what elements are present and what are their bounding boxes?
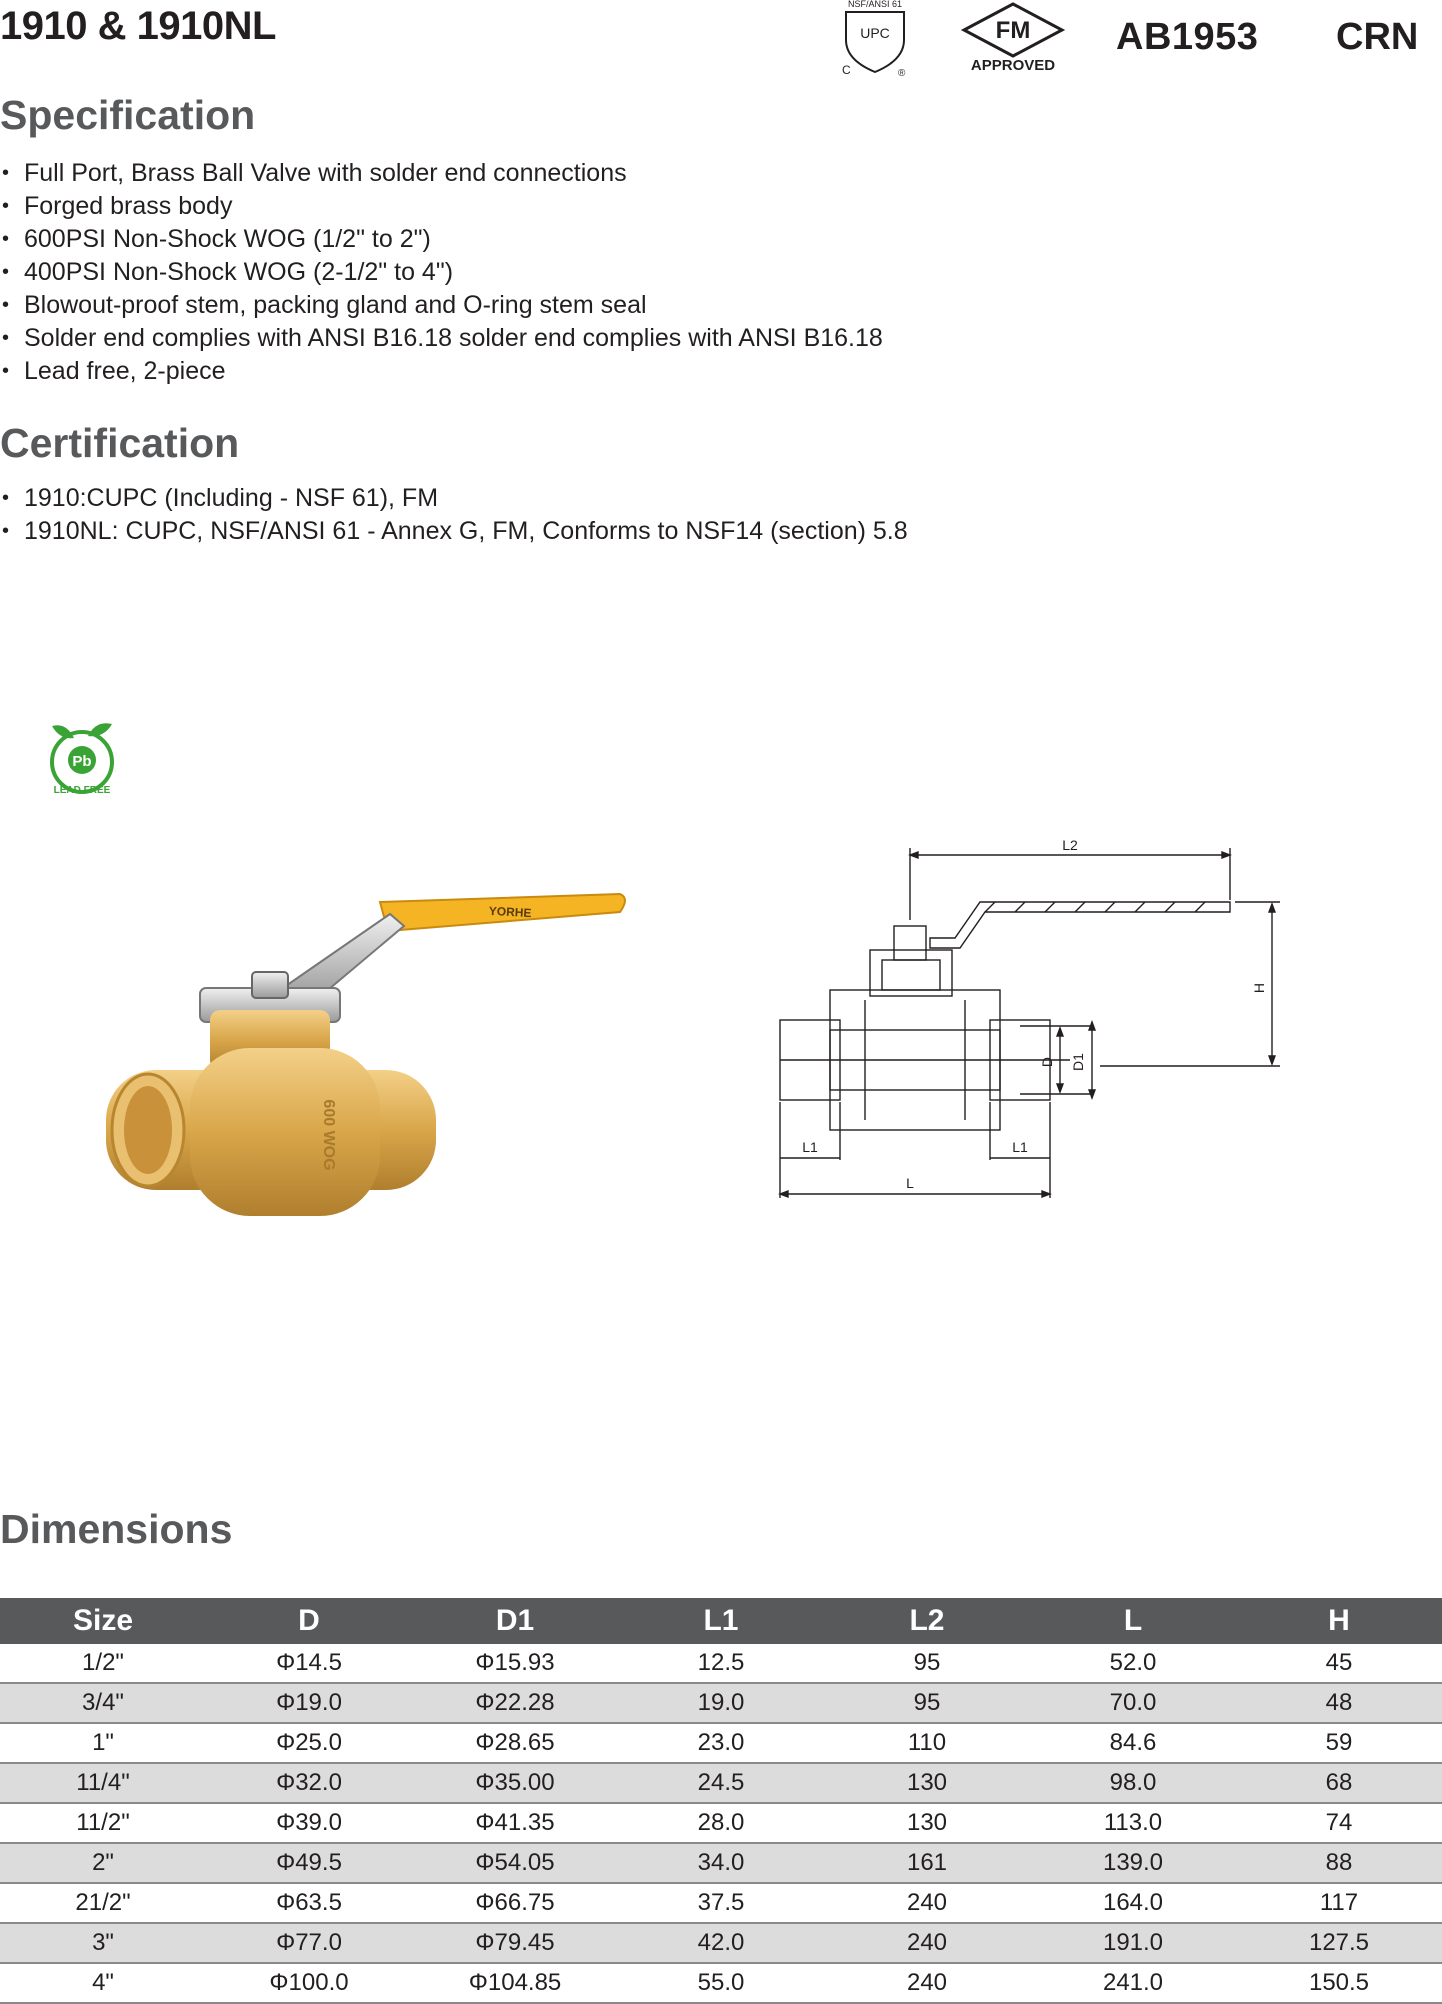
table-cell: 240 xyxy=(824,1923,1030,1963)
table-cell: 55.0 xyxy=(618,1963,824,2003)
table-cell: Φ41.35 xyxy=(412,1803,618,1843)
table-cell: 113.0 xyxy=(1030,1803,1236,1843)
spec-item xyxy=(0,256,883,289)
spec-item-text: Solder end complies with ANSI B16.18 solder end complies with ANSI B16.18 xyxy=(24,324,883,352)
spec-item xyxy=(0,157,883,190)
dim-label-l1-right: L1 xyxy=(1012,1139,1028,1155)
table-cell: Φ77.0 xyxy=(206,1923,412,1963)
table-row xyxy=(0,1763,1442,1803)
table-cell: Φ32.0 xyxy=(206,1763,412,1803)
upc-registered-text: ® xyxy=(898,68,906,79)
table-cell: 19.0 xyxy=(618,1683,824,1723)
table-cell: 95 xyxy=(824,1644,1030,1683)
ab1953-mark: AB1953 xyxy=(1116,16,1259,58)
table-cell: 88 xyxy=(1236,1843,1442,1883)
table-cell: 117 xyxy=(1236,1883,1442,1923)
table-cell: 74 xyxy=(1236,1803,1442,1843)
bullet-icon: • xyxy=(2,360,10,382)
table-cell: 110 xyxy=(824,1723,1030,1763)
bullet-icon: • xyxy=(2,294,10,316)
bullet-icon: • xyxy=(2,520,10,542)
spec-item-text: 400PSI Non-Shock WOG (2-1/2" to 4") xyxy=(24,258,454,286)
spec-item xyxy=(0,289,883,322)
table-cell: 127.5 xyxy=(1236,1923,1442,1963)
cert-item xyxy=(0,515,908,548)
table-cell: Φ14.5 xyxy=(206,1644,412,1683)
specification-heading: Specification xyxy=(0,92,256,138)
table-cell: 161 xyxy=(824,1843,1030,1883)
dim-label-d: D xyxy=(1039,1056,1055,1068)
table-cell: Φ22.28 xyxy=(412,1683,618,1723)
table-cell: 24.5 xyxy=(618,1763,824,1803)
table-cell: Φ19.0 xyxy=(206,1683,412,1723)
column-header: D xyxy=(206,1598,412,1644)
nsf-ansi-61-text: NSF/ANSI 61 xyxy=(847,0,903,9)
spec-item-text: Blowout-proof stem, packing gland and O-ring stem seal xyxy=(24,291,647,319)
table-cell: 139.0 xyxy=(1030,1843,1236,1883)
table-row xyxy=(0,1803,1442,1843)
upc-mark-text: UPC xyxy=(860,25,890,41)
table-cell: Φ104.85 xyxy=(412,1963,618,2003)
dim-label-l: L xyxy=(906,1175,914,1191)
table-row xyxy=(0,1683,1442,1723)
table-cell: 4" xyxy=(0,1963,206,2003)
spec-item xyxy=(0,322,883,355)
spec-item-text: Lead free, 2-piece xyxy=(24,357,226,385)
table-cell: 240 xyxy=(824,1883,1030,1923)
bullet-icon: • xyxy=(2,195,10,217)
table-cell: 98.0 xyxy=(1030,1763,1236,1803)
table-cell: 2" xyxy=(0,1843,206,1883)
table-cell: 84.6 xyxy=(1030,1723,1236,1763)
column-header: D1 xyxy=(412,1598,618,1644)
table-cell: 34.0 xyxy=(618,1843,824,1883)
spec-item-text: Full Port, Brass Ball Valve with solder end connections xyxy=(24,159,627,187)
model-title: 1910 & 1910NL xyxy=(0,4,276,48)
table-row xyxy=(0,1883,1442,1923)
table-cell: 1/2" xyxy=(0,1644,206,1683)
spec-item xyxy=(0,223,883,256)
column-header: L2 xyxy=(824,1598,1030,1644)
column-header: Size xyxy=(0,1598,206,1644)
table-cell: 42.0 xyxy=(618,1923,824,1963)
spec-item xyxy=(0,190,883,223)
cert-item-text: 1910NL: CUPC, NSF/ANSI 61 - Annex G, FM, Conforms to NSF14 (section) 5.8 xyxy=(24,517,908,545)
table-row xyxy=(0,1843,1442,1883)
table-cell: Φ35.00 xyxy=(412,1763,618,1803)
fm-approved-logo xyxy=(958,0,1068,80)
lead-free-label-text: LEAD FREE xyxy=(53,785,111,796)
certification-heading: Certification xyxy=(0,420,240,466)
table-cell: 59 xyxy=(1236,1723,1442,1763)
bullet-icon: • xyxy=(2,327,10,349)
table-cell: 164.0 xyxy=(1030,1883,1236,1923)
table-cell: 68 xyxy=(1236,1763,1442,1803)
table-cell: 52.0 xyxy=(1030,1644,1236,1683)
spec-item-text: 600PSI Non-Shock WOG (1/2" to 2") xyxy=(24,225,431,253)
table-row xyxy=(0,1923,1442,1963)
crn-mark: CRN xyxy=(1336,16,1419,58)
dimensions-table xyxy=(0,1598,1442,2004)
table-cell: Φ63.5 xyxy=(206,1883,412,1923)
table-cell: 23.0 xyxy=(618,1723,824,1763)
table-cell: 3/4" xyxy=(0,1683,206,1723)
table-cell: 28.0 xyxy=(618,1803,824,1843)
table-cell: 95 xyxy=(824,1683,1030,1723)
spec-item xyxy=(0,355,883,388)
dim-label-h: H xyxy=(1251,982,1267,994)
dim-label-l2: L2 xyxy=(1062,840,1078,853)
cert-item-text: 1910:CUPC (Including - NSF 61), FM xyxy=(24,484,439,512)
table-cell: Φ66.75 xyxy=(412,1883,618,1923)
table-cell: 70.0 xyxy=(1030,1683,1236,1723)
table-cell: 240 xyxy=(824,1963,1030,2003)
column-header: L xyxy=(1030,1598,1236,1644)
table-row xyxy=(0,1963,1442,2003)
ball-valve-photo xyxy=(100,880,630,1220)
table-cell: 37.5 xyxy=(618,1883,824,1923)
upc-c-text: C xyxy=(842,63,851,77)
bullet-icon: • xyxy=(2,162,10,184)
table-cell: Φ28.65 xyxy=(412,1723,618,1763)
bullet-icon: • xyxy=(2,228,10,250)
table-row xyxy=(0,1644,1442,1683)
table-cell: 1" xyxy=(0,1723,206,1763)
table-cell: 21/2" xyxy=(0,1883,206,1923)
table-cell: 11/4" xyxy=(0,1763,206,1803)
table-cell: Φ49.5 xyxy=(206,1843,412,1883)
table-header-row xyxy=(0,1598,1442,1644)
valve-body-text: 600 WOG xyxy=(320,1099,337,1171)
upc-certification-logo xyxy=(840,0,910,80)
valve-handle-text: YORHE xyxy=(488,903,532,921)
specification-list xyxy=(0,157,883,388)
fm-mark-text: FM xyxy=(995,17,1031,44)
table-cell: Φ25.0 xyxy=(206,1723,412,1763)
spec-item-text: Forged brass body xyxy=(24,192,233,220)
table-cell: Φ54.05 xyxy=(412,1843,618,1883)
certification-list xyxy=(0,482,908,548)
dimension-drawing xyxy=(770,840,1290,1210)
table-row xyxy=(0,1723,1442,1763)
column-header: H xyxy=(1236,1598,1442,1644)
fm-approved-text: APPROVED xyxy=(970,57,1056,74)
table-cell: Φ79.45 xyxy=(412,1923,618,1963)
table-cell: 130 xyxy=(824,1763,1030,1803)
table-cell: Φ39.0 xyxy=(206,1803,412,1843)
dim-label-l1-left: L1 xyxy=(802,1139,818,1155)
column-header: L1 xyxy=(618,1598,824,1644)
table-cell: Φ15.93 xyxy=(412,1644,618,1683)
table-cell: Φ100.0 xyxy=(206,1963,412,2003)
table-cell: 150.5 xyxy=(1236,1963,1442,2003)
table-cell: 48 xyxy=(1236,1683,1442,1723)
bullet-icon: • xyxy=(2,487,10,509)
table-cell: 241.0 xyxy=(1030,1963,1236,2003)
dimensions-heading: Dimensions xyxy=(0,1506,233,1552)
table-cell: 130 xyxy=(824,1803,1030,1843)
table-cell: 45 xyxy=(1236,1644,1442,1683)
table-cell: 11/2" xyxy=(0,1803,206,1843)
lead-free-badge-icon xyxy=(44,716,120,798)
table-cell: 12.5 xyxy=(618,1644,824,1683)
lead-free-pb-text: Pb xyxy=(72,753,92,770)
cert-item xyxy=(0,482,908,515)
table-cell: 191.0 xyxy=(1030,1923,1236,1963)
bullet-icon: • xyxy=(2,261,10,283)
table-cell: 3" xyxy=(0,1923,206,1963)
dim-label-d1: D1 xyxy=(1070,1053,1086,1071)
